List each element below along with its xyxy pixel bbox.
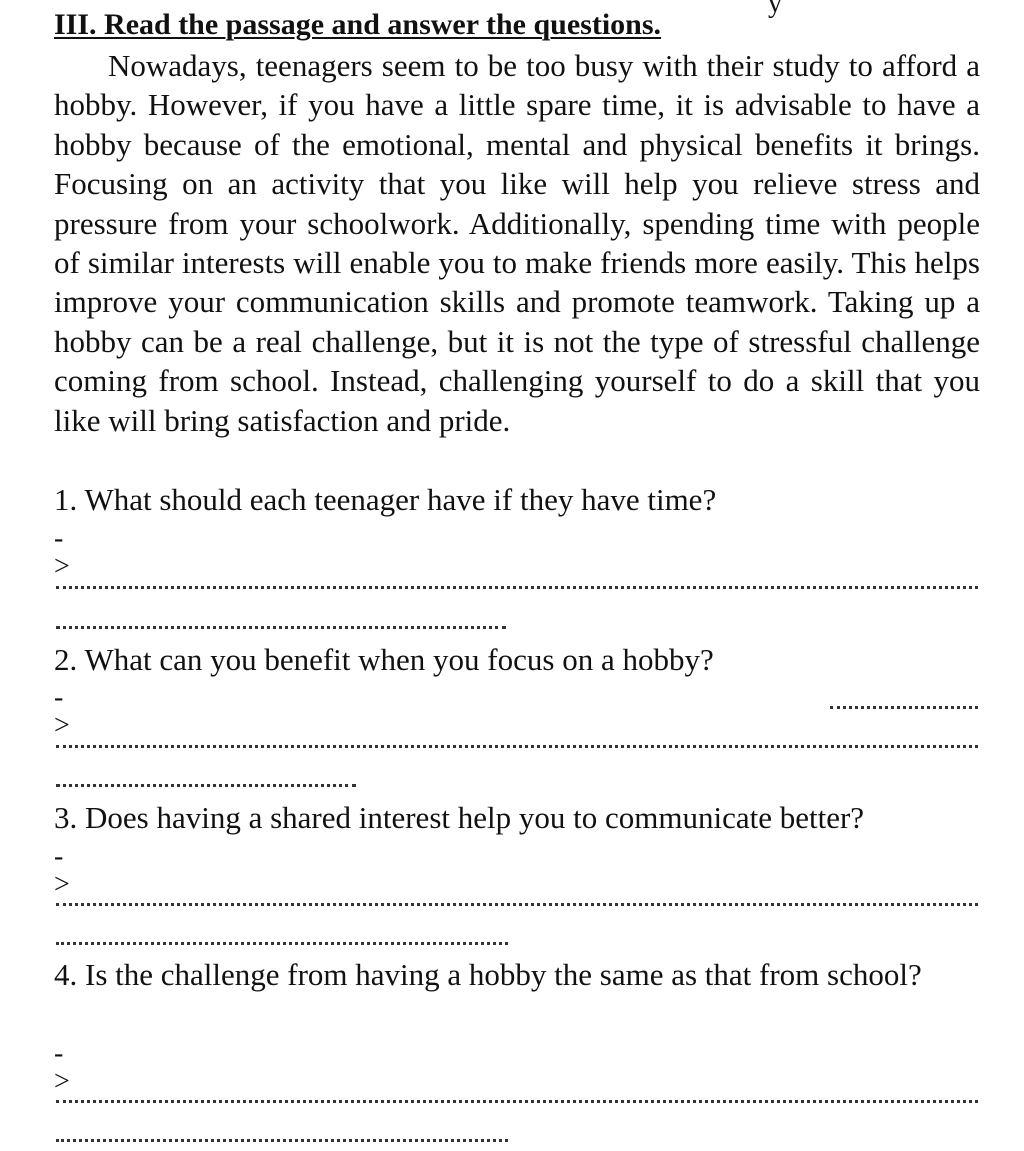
question-text: 2. What can you benefit when you focus on a hobby?	[54, 642, 714, 677]
answer-line[interactable]	[56, 626, 506, 629]
answer-line[interactable]	[56, 745, 978, 748]
answer-arrow: ->	[54, 682, 70, 741]
answer-line[interactable]	[56, 586, 978, 589]
answer-arrow: ->	[54, 841, 70, 900]
cropped-text-fragment: y	[768, 0, 782, 19]
answer-arrow: ->	[54, 1038, 70, 1097]
question-text: 1. What should each teenager have if they have time?	[54, 482, 717, 517]
question-text: 4. Is the challenge from having a hobby the same as that from school?	[54, 957, 922, 992]
answer-line[interactable]	[56, 1100, 978, 1103]
question-text: 3. Does having a shared interest help you to communicate better?	[54, 800, 865, 835]
answer-line[interactable]	[830, 706, 978, 709]
answer-arrow: ->	[54, 523, 70, 582]
reading-passage: Nowadays, teenagers seem to be too busy with their study to afford a hobby. However, if you have a little spare time, it is advisable to have a hobby because of the emotional, mental and physical benefits it brings. Focusing on an activity that you like will help you relieve stress and pressure from your schoolwork. Additionally, spending time with people of similar interests will enable you to make friends more easily. This helps improve your communication skills and promote teamwork. Taking up a hobby can be a real challenge, but it is not the type of stressful challenge coming from school. Instead, challenging yourself to do a skill that you like will bring satisfaction and pride.	[54, 48, 980, 438]
answer-line[interactable]	[56, 1139, 508, 1142]
answer-line[interactable]	[56, 903, 978, 906]
exercise-title: III. Read the passage and answer the questions.	[54, 8, 662, 41]
answer-line[interactable]	[56, 942, 508, 945]
answer-line[interactable]	[56, 784, 356, 787]
